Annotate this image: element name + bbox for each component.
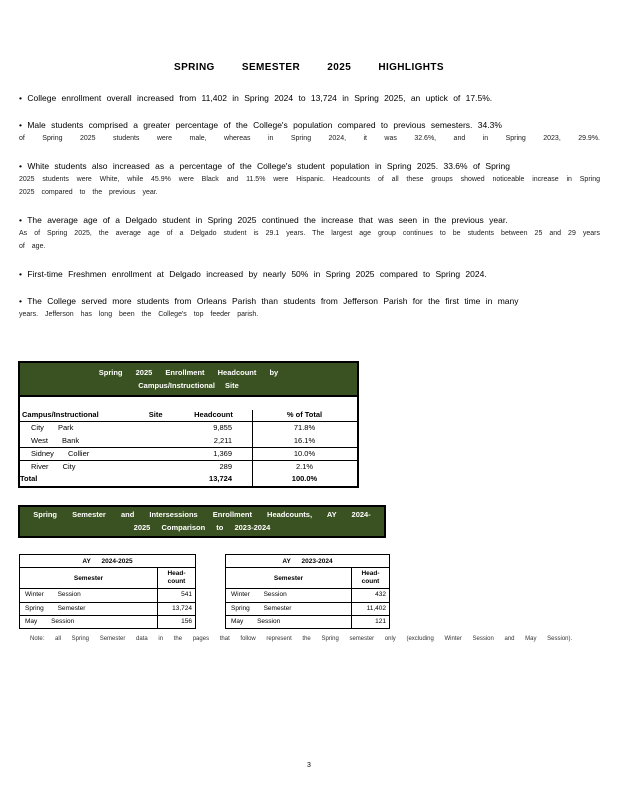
total-headcount: 13,724 <box>209 474 232 484</box>
campus-table-title <box>20 363 357 397</box>
ay-table-header-row <box>226 568 389 589</box>
campus-headcount: 1,369 <box>213 449 232 459</box>
campus-table-header-row <box>20 397 357 422</box>
campus-headcount: 2,211 <box>213 435 232 445</box>
bullet-detail: of Spring 2025 students were male, whereas in Spring 2024, it was 32.6%, and in Spring 2023, 29.9%. <box>19 135 600 142</box>
bullet-lead: • Male students comprised a greater percentage of the College's population compared to previous semesters. 34.3% <box>19 118 600 132</box>
bullet-orleans-parish <box>19 294 600 322</box>
bullet-lead: • College enrollment overall increased from 11,402 in Spring 2024 to 13,724 in Spring 2025, an uptick of 17.5%. <box>19 91 600 105</box>
semester-label: Winter Session <box>25 591 81 598</box>
comparison-banner-line2: 2025 Comparison to 2023-2024 <box>133 522 271 532</box>
headcount-line2: count <box>361 578 380 585</box>
semester-headcount: 156 <box>157 616 195 628</box>
bullet-white-students <box>19 159 600 200</box>
bullet-detail: years. Jefferson has long been the College's top feeder parish. <box>19 310 259 318</box>
ay-table-header-row <box>20 568 195 589</box>
campus-pct: 10.0% <box>252 448 356 461</box>
column-header-pct-of-total: % of Total <box>252 410 356 421</box>
comparison-banner <box>18 505 386 538</box>
campus-headcount: 9,855 <box>213 423 232 432</box>
page-title: SPRING SEMESTER 2025 HIGHLIGHTS <box>174 62 444 73</box>
campus-name: River City <box>31 461 76 471</box>
semester-label: Spring Semester <box>231 605 292 612</box>
semester-headcount: 541 <box>157 589 195 602</box>
ay-table-title: AY 2024-2025 <box>20 555 195 568</box>
table-row <box>226 589 389 602</box>
table-row <box>20 602 195 615</box>
page-number: 3 <box>307 762 311 769</box>
headcount-line1: Head- <box>167 569 186 577</box>
campus-headcount-table <box>18 361 359 488</box>
semester-label: Spring Semester <box>25 605 86 612</box>
table-row <box>20 460 357 473</box>
campus-pct: 16.1% <box>252 435 356 448</box>
ay-table-2023-2024 <box>225 554 390 629</box>
campus-pct: 71.8% <box>252 422 356 435</box>
comparison-banner-line1: Spring Semester and Intersessions Enrollment Headcounts, AY 2024- <box>33 510 371 519</box>
semester-headcount: 432 <box>351 589 389 602</box>
semester-headcount: 11,402 <box>351 603 389 615</box>
campus-headcount: 289 <box>219 461 232 471</box>
bullet-detail: As of Spring 2025, the average age of a Delgado student is 29.1 years. The largest age group continues to be students between 25 and 29 years of age. <box>19 229 600 250</box>
semester-label: May Session <box>25 618 75 625</box>
table-row <box>20 447 357 460</box>
campus-name: West Bank <box>31 435 80 445</box>
bullet-lead: • The average age of a Delgado student in Spring 2025 continued the increase that was seen in the previous year. <box>19 213 600 227</box>
total-pct: 100.0% <box>252 472 356 486</box>
ay-table-2024-2025 <box>19 554 196 629</box>
total-label: Total <box>20 474 38 484</box>
semester-headcount: 13,724 <box>157 603 195 615</box>
table-row <box>20 422 357 435</box>
bullet-lead: • First-time Freshmen enrollment at Delgado increased by nearly 50% in Spring 2025 compared to Spring 2024. <box>19 267 600 281</box>
semester-label: May Session <box>231 618 281 625</box>
campus-pct: 2.1% <box>252 461 356 474</box>
column-header-semester: Semester <box>273 574 304 582</box>
bullet-male-students <box>19 118 600 146</box>
column-header-campus: Campus/Instructional Site <box>22 410 163 419</box>
bullet-lead: • The College served more students from Orleans Parish than students from Jefferson Parish for the first time in many <box>19 294 600 308</box>
campus-name: City Park <box>31 423 74 432</box>
highlights-bullet-list <box>19 91 600 334</box>
footnote-text: Note: all Spring Semester data in the pages that follow represent the Spring semester only (excluding Winter Session and May Session). <box>30 636 573 642</box>
headcount-line1: Head- <box>361 569 380 577</box>
bullet-average-age <box>19 213 600 254</box>
table-row <box>20 435 357 448</box>
column-header-semester: Semester <box>73 574 104 582</box>
campus-table-title-line1: Spring 2025 Enrollment Headcount by <box>98 368 279 377</box>
headcount-line2: count <box>167 578 186 585</box>
semester-headcount: 121 <box>351 616 389 628</box>
ay-table-title: AY 2023-2024 <box>226 555 389 568</box>
table-row <box>20 589 195 602</box>
bullet-enrollment-increase <box>19 91 600 105</box>
table-total-row <box>20 472 357 486</box>
column-header-headcount <box>157 568 195 588</box>
column-header-headcount: Headcount <box>194 410 233 419</box>
campus-table-title-line2: Campus/Instructional Site <box>138 381 239 390</box>
table-row <box>226 615 389 628</box>
bullet-lead: • White students also increased as a percentage of the College's student population in Spring 2025. 33.6% of Spring <box>19 159 600 173</box>
semester-label: Winter Session <box>231 591 287 598</box>
bullet-freshmen <box>19 267 600 281</box>
campus-name: Sidney Collier <box>31 449 90 459</box>
column-header-headcount <box>351 568 389 588</box>
table-row <box>20 615 195 628</box>
bullet-detail: 2025 students were White, while 45.9% were Black and 11.5% were Hispanic. Headcounts of all these groups showed noticeable increase in Spring 2025 compared to the previous year. <box>19 175 600 196</box>
table-row <box>226 602 389 615</box>
